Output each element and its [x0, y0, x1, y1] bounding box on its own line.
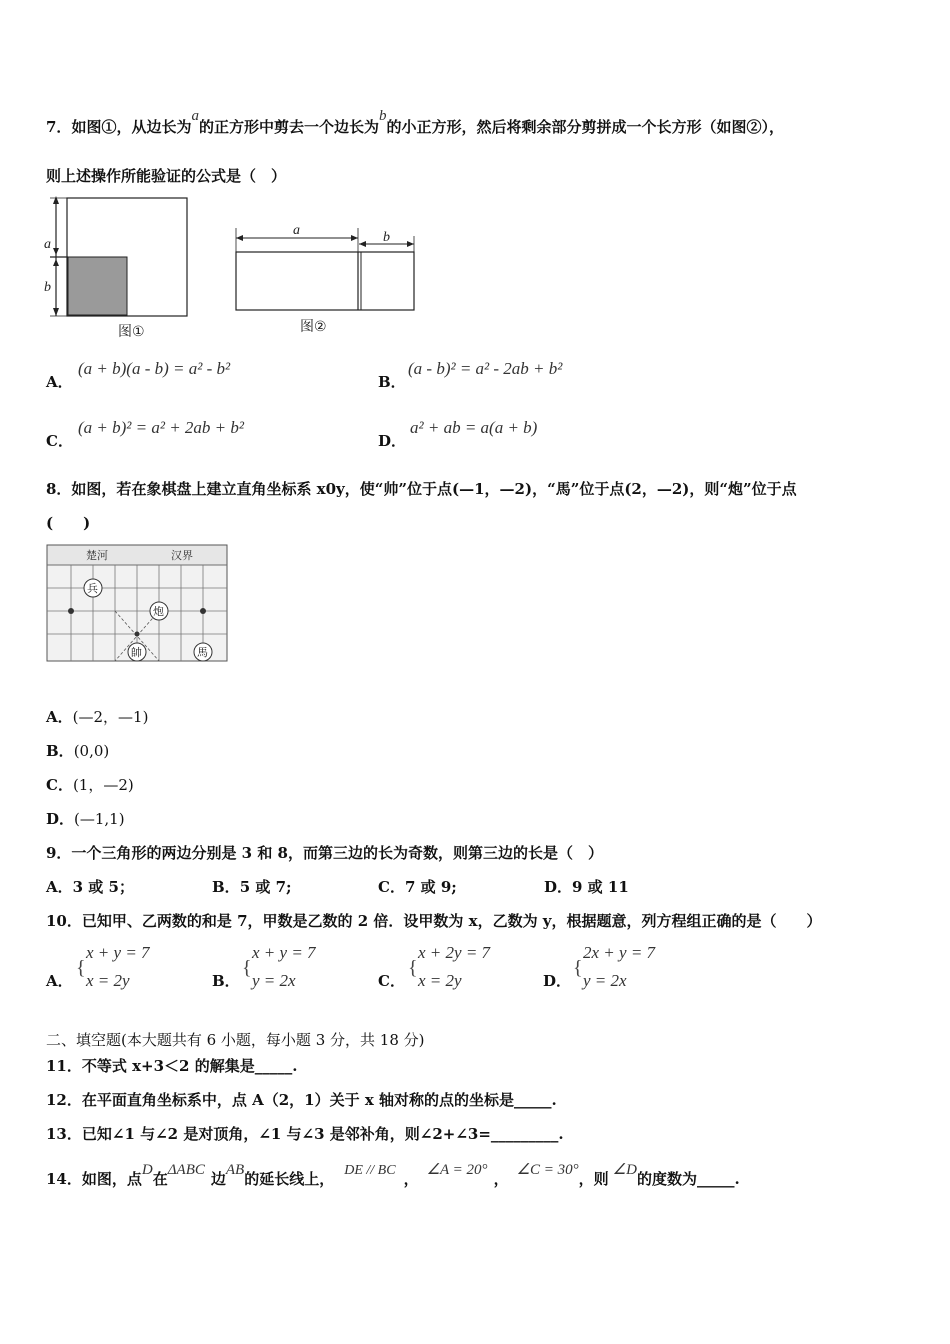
q7-option-b-label[interactable]: B． [378, 373, 406, 391]
q10-option-d-eq2[interactable]: y = 2x [583, 971, 627, 990]
q8-stem-line2: ( ) [46, 514, 91, 532]
q10-option-d-label[interactable]: D． [543, 972, 572, 990]
section2-header: 二、填空题(本大题共有 6 小题，每小题 3 分，共 18 分) [46, 1031, 425, 1049]
board-header-right: 汉界 [171, 550, 193, 562]
q7-option-c[interactable]: (a + b)² = a² + 2ab + b² [78, 418, 244, 437]
q7-option-a[interactable]: (a + b)(a - b) = a² - b² [78, 359, 231, 378]
q12-stem: 12．在平面直角坐标系中，点 A（2，1）关于 x 轴对称的点的坐标是_____. [46, 1091, 557, 1109]
q7-stem-line1: 7．如图①，从边长为a的正方形中剪去一个边长为b的小正方形，然后将剩余部分剪拼成一个长方形（如图②）， [46, 108, 784, 136]
q7-option-c-label[interactable]: C． [46, 432, 73, 450]
q7-figure-1 [40, 192, 200, 342]
q10-option-c-label[interactable]: C． [378, 972, 405, 990]
q8-stem-line1: 8．如图，若在象棋盘上建立直角坐标系 x0y，使“帅”位于点(—1，—2)，“馬”位于点(2，—2)，则“炮”位于点 [46, 480, 797, 498]
q10-option-a-eq2[interactable]: x = 2y [86, 971, 130, 990]
piece-cannon-label: 炮 [153, 606, 164, 618]
fig2-label-b: b [383, 230, 390, 245]
q9-option-d[interactable]: D．9 或 11 [544, 878, 629, 896]
q8-option-c[interactable]: C．(1，—2) [46, 776, 134, 794]
q7-figure-1-caption: 图① [118, 324, 145, 340]
piece-soldier-label: 兵 [87, 583, 98, 595]
fig1-label-a: a [44, 237, 51, 252]
q7-option-a-label[interactable]: A． [46, 373, 73, 391]
q9-option-b[interactable]: B．5 或 7; [212, 878, 292, 896]
q10-option-d-brace: { [573, 957, 583, 979]
q7-stem-line2: 则上述操作所能验证的公式是（ ） [46, 167, 287, 185]
q10-option-a-brace: { [76, 957, 86, 979]
q10-option-c-eq2[interactable]: x = 2y [418, 971, 462, 990]
fig1-label-b: b [44, 280, 51, 295]
fig2-label-a: a [293, 223, 300, 238]
q8-option-b[interactable]: B．(0,0) [46, 742, 110, 760]
q13-stem: 13．已知∠1 与∠2 是对顶角，∠1 与∠3 是邻补角，则∠2+∠3=_________. [46, 1125, 564, 1143]
q10-option-b-eq1[interactable]: x + y = 7 [252, 943, 316, 962]
q10-option-b-label[interactable]: B． [212, 972, 240, 990]
q9-stem: 9．一个三角形的两边分别是 3 和 8，而第三边的长为奇数，则第三边的长是（ ） [46, 844, 603, 862]
q8-chess-board [46, 544, 230, 664]
q7-var-b: b [378, 108, 387, 124]
q10-option-b-brace: { [242, 957, 252, 979]
q14-stem: 14．如图，点D在ΔABC 边AB的延长线上， DE // BC ， ∠A = 20° ， ∠C = 30°，则 ∠D的度数为_____. [46, 1162, 740, 1188]
q9-option-a[interactable]: A．3 或 5； [46, 878, 134, 896]
q10-option-d-eq1[interactable]: 2x + y = 7 [583, 943, 656, 962]
q9-option-c[interactable]: C．7 或 9; [378, 878, 457, 896]
q7-var-a: a [191, 108, 199, 124]
q11-stem: 11．不等式 x+3＜2 的解集是_____. [46, 1057, 298, 1075]
piece-horse-label: 馬 [197, 647, 208, 659]
q10-option-c-eq1[interactable]: x + 2y = 7 [418, 943, 491, 962]
q7-option-d-label[interactable]: D． [378, 432, 407, 450]
q10-option-a-label[interactable]: A． [46, 972, 73, 990]
q7-figure-2-caption: 图② [300, 319, 327, 335]
q10-option-b-eq2[interactable]: y = 2x [252, 971, 296, 990]
q7-option-b[interactable]: (a - b)² = a² - 2ab + b² [408, 359, 563, 378]
piece-general-label: 帥 [131, 647, 142, 659]
q8-option-a[interactable]: A．(—2，—1) [46, 708, 149, 726]
board-header-left: 楚河 [86, 550, 108, 562]
q10-option-a-eq1[interactable]: x + y = 7 [86, 943, 150, 962]
q8-option-d[interactable]: D．(—1,1) [46, 810, 125, 828]
q10-stem: 10．已知甲、乙两数的和是 7，甲数是乙数的 2 倍．设甲数为 x，乙数为 y，根据题意，列方程组正确的是（ ） [46, 912, 822, 930]
q7-figure-2 [228, 218, 423, 318]
q7-option-d[interactable]: a² + ab = a(a + b) [410, 418, 538, 437]
q10-option-c-brace: { [408, 957, 418, 979]
